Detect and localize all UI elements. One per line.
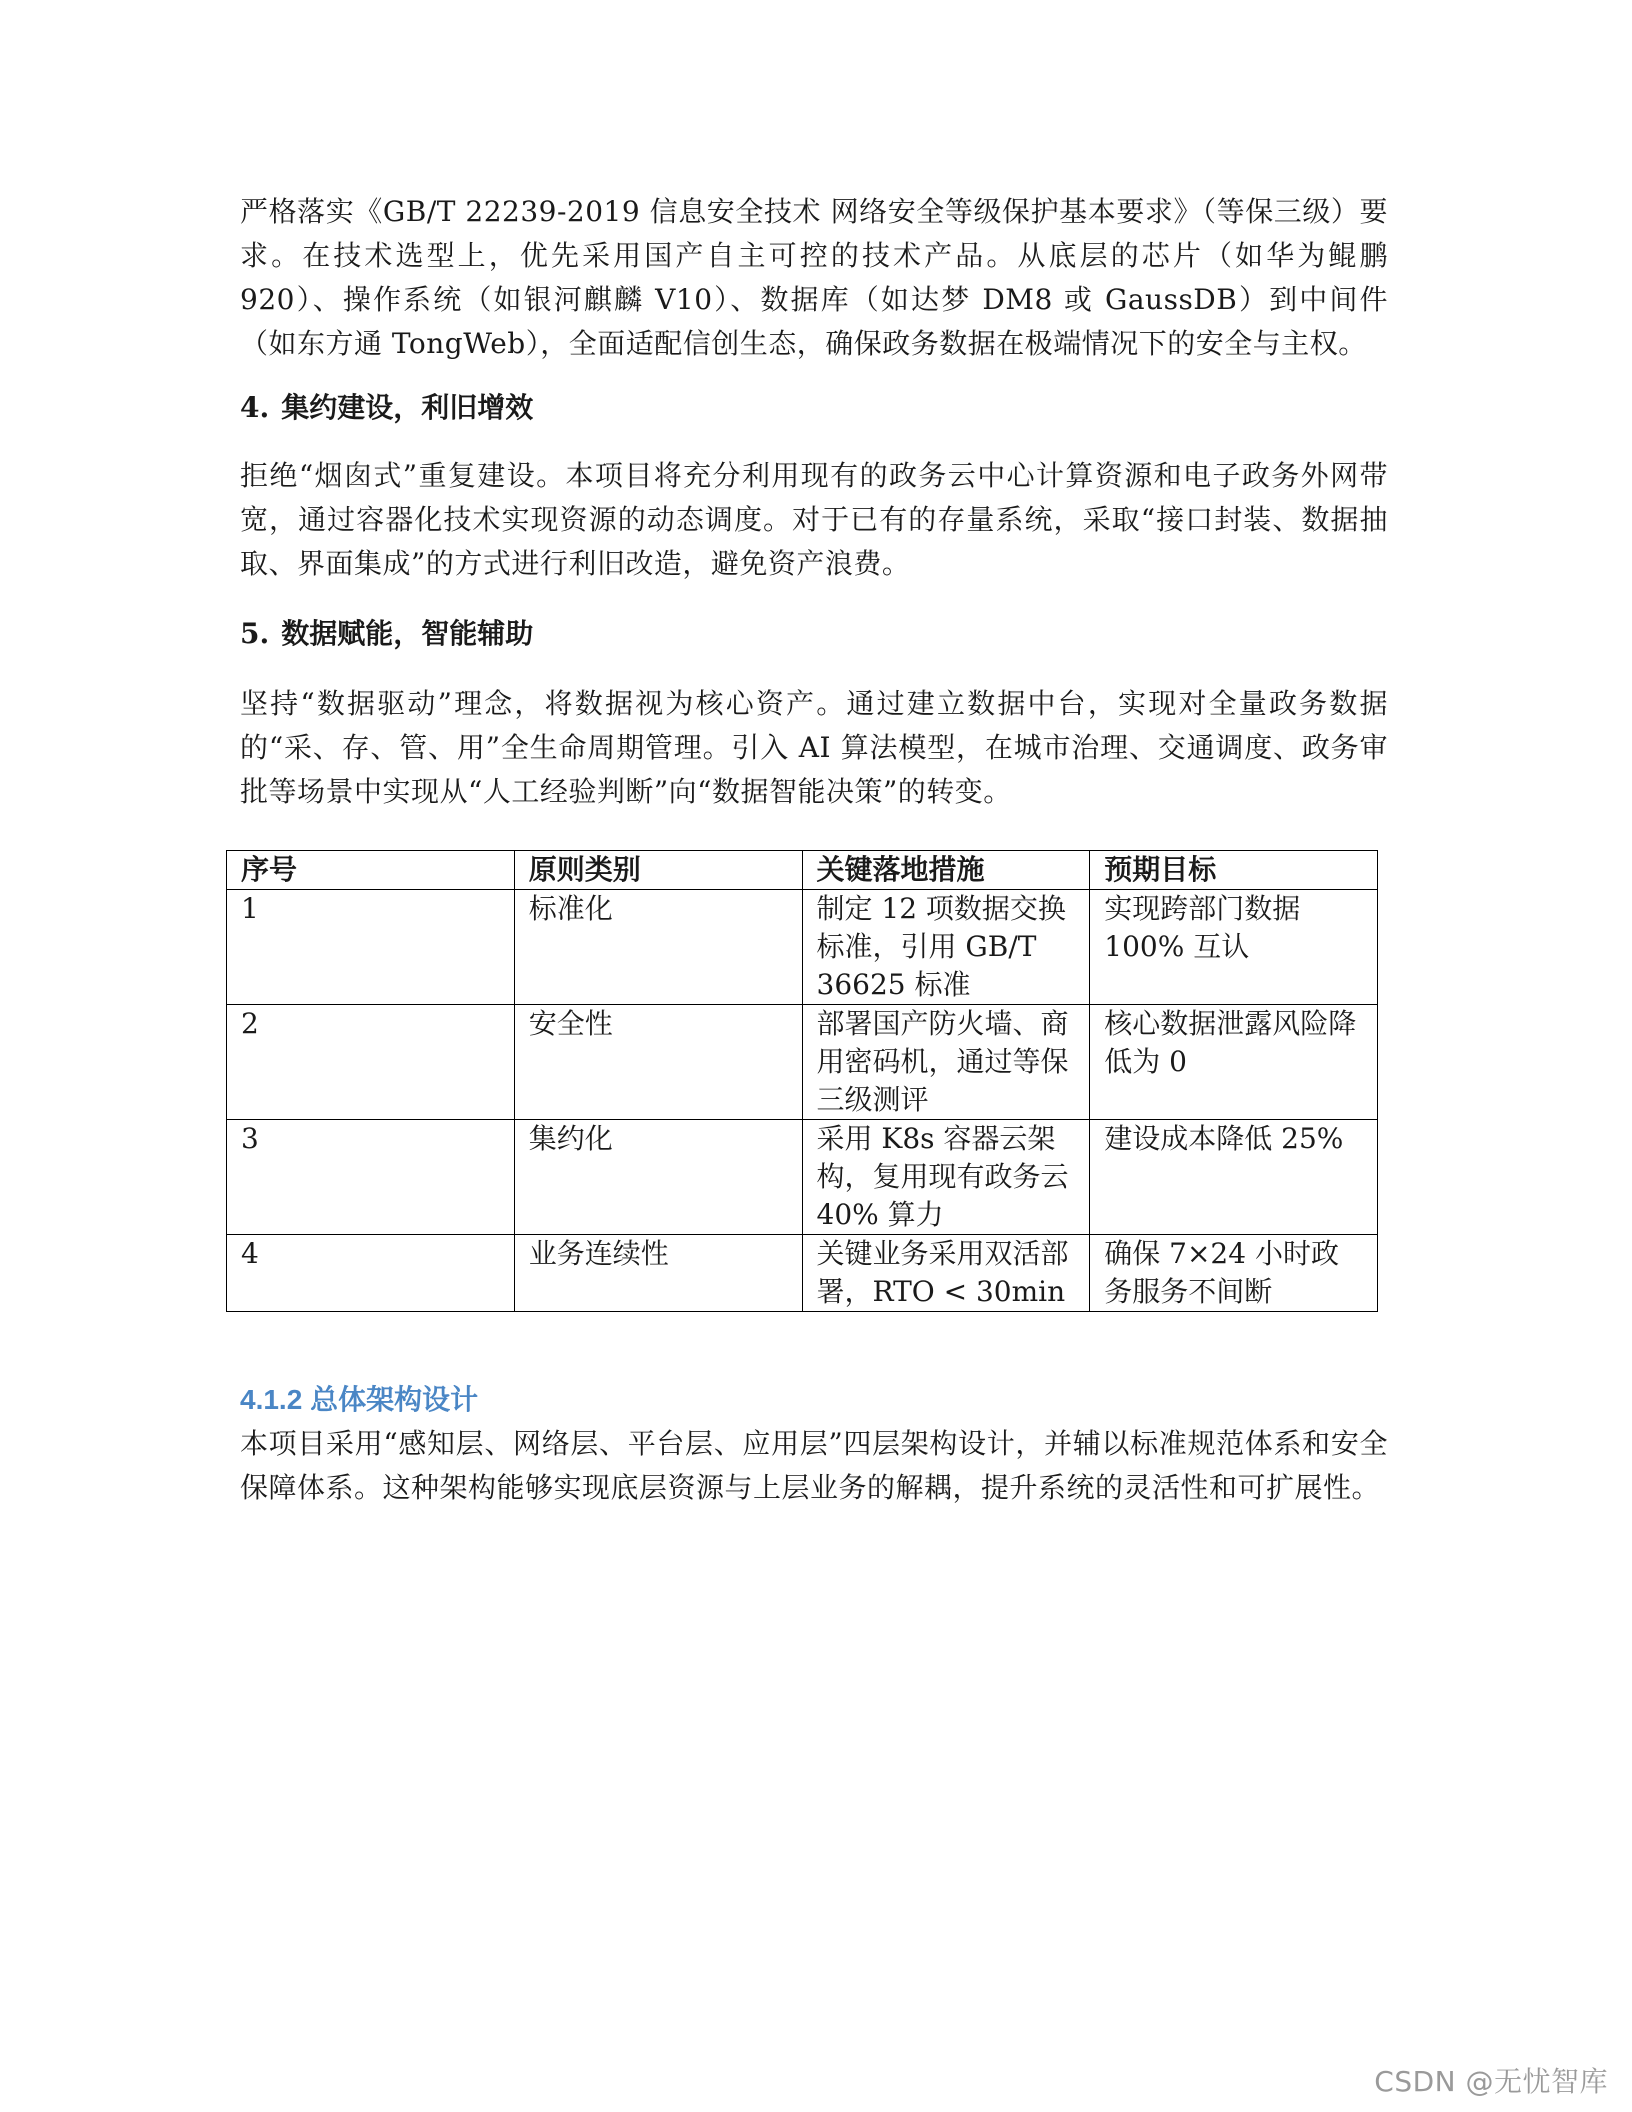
- cell-goal: 确保 7×24 小时政务服务不间断: [1090, 1235, 1378, 1312]
- table-row: [227, 1120, 1378, 1235]
- cell-measures: 采用 K8s 容器云架构，复用现有政务云 40% 算力: [802, 1120, 1090, 1235]
- cell-measures: 部署国产防火墙、商用密码机，通过等保三级测评: [802, 1005, 1090, 1120]
- cell-category: 标准化: [514, 890, 802, 1005]
- header-category: 原则类别: [514, 851, 802, 890]
- section-4-title: 集约建设，利旧增效: [281, 391, 534, 424]
- table-row: [227, 1005, 1378, 1120]
- subsection-title-rest: 设计: [422, 1384, 479, 1415]
- cell-index: 2: [227, 1005, 515, 1120]
- header-goal: 预期目标: [1090, 851, 1378, 890]
- cell-category: 集约化: [514, 1120, 802, 1235]
- section-5-body: 坚持“数据驱动”理念，将数据视为核心资产。通过建立数据中台，实现对全量政务数据的“采、存、管、用”全生命周期管理。引入 AI 算法模型，在城市治理、交通调度、政务审批等场景中实现从“人工经验判断”向“数据智能决策”的转变。: [240, 687, 1388, 808]
- subsection-title-bold: 总体架构: [310, 1384, 423, 1415]
- section-4-number: 4.: [240, 391, 270, 424]
- section-5-number: 5.: [240, 617, 270, 650]
- table-header-row: [227, 851, 1378, 890]
- cell-index: 4: [227, 1235, 515, 1312]
- cell-goal: 建设成本降低 25%: [1090, 1120, 1378, 1235]
- section-5-heading: [240, 612, 533, 656]
- watermark: CSDN @无忧智库: [1374, 2065, 1608, 2098]
- cell-index: 3: [227, 1120, 515, 1235]
- cell-measures: 制定 12 项数据交换标准，引用 GB/T 36625 标准: [802, 890, 1090, 1005]
- cell-measures: 关键业务采用双活部署，RTO < 30min: [802, 1235, 1090, 1312]
- section-4-body: 拒绝“烟囱式”重复建设。本项目将充分利用现有的政务云中心计算资源和电子政务外网带宽，通过容器化技术实现资源的动态调度。对于已有的存量系统，采取“接口封装、数据抽取、界面集成”的方式进行利旧改造，避免资产浪费。: [240, 459, 1388, 580]
- header-measures: 关键落地措施: [802, 851, 1090, 890]
- cell-index: 1: [227, 890, 515, 1005]
- section-4-heading: [240, 386, 533, 430]
- cell-goal: 实现跨部门数据 100% 互认: [1090, 890, 1378, 1005]
- subsection-heading: [240, 1380, 478, 1420]
- table-row: [227, 890, 1378, 1005]
- subsection-number: 4.1.2: [240, 1384, 303, 1415]
- cell-category: 安全性: [514, 1005, 802, 1120]
- table-row: [227, 1235, 1378, 1312]
- cell-category: 业务连续性: [514, 1235, 802, 1312]
- subsection-body: 本项目采用“感知层、网络层、平台层、应用层”四层架构设计，并辅以标准规范体系和安全保障体系。这种架构能够实现底层资源与上层业务的解耦，提升系统的灵活性和可扩展性。: [240, 1427, 1388, 1504]
- intro-paragraph: 严格落实《GB/T 22239-2019 信息安全技术 网络安全等级保护基本要求》（等保三级）要求。在技术选型上，优先采用国产自主可控的技术产品。从底层的芯片（如华为鲲鹏 920）、操作系统（如银河麒麟 V10）、数据库（如达梦 DM8 或 GaussDB）到中间件（如东方通 TongWeb），全面适配信创生态，确保政务数据在极端情况下的安全与主权。: [240, 195, 1388, 360]
- principles-table: [226, 850, 1378, 1312]
- cell-goal: 核心数据泄露风险降低为 0: [1090, 1005, 1378, 1120]
- header-index: 序号: [227, 851, 515, 890]
- section-5-title: 数据赋能，智能辅助: [281, 617, 534, 650]
